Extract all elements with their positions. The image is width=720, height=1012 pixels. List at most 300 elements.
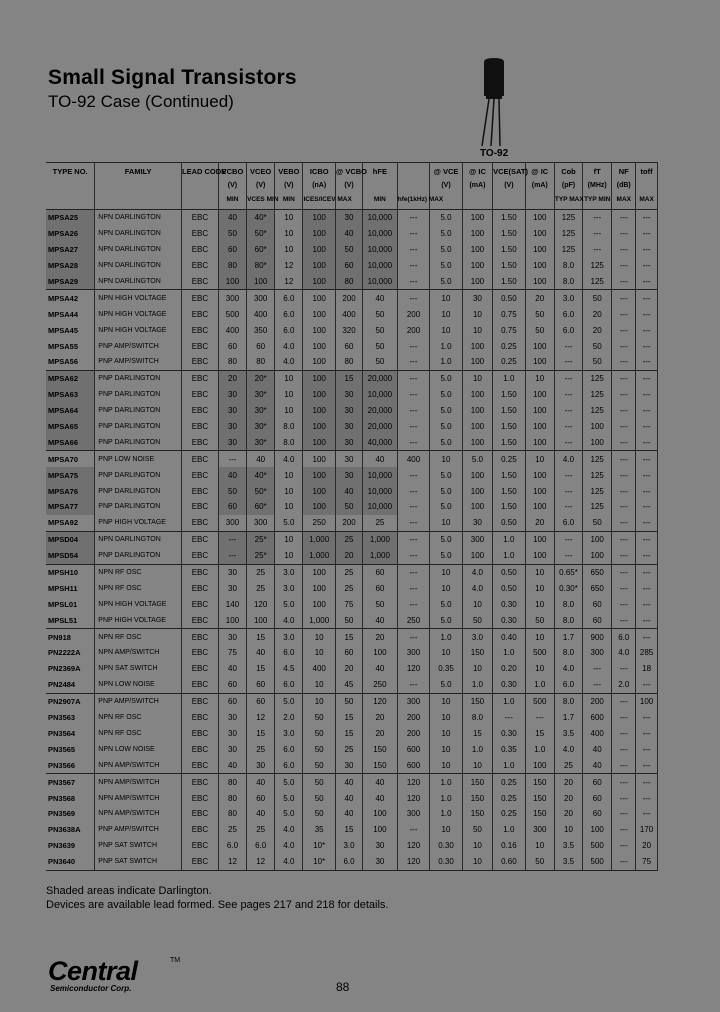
trademark: TM: [170, 957, 181, 964]
header-cell: @ IC: [525, 163, 554, 182]
spec-cell: 3.0: [462, 629, 492, 645]
spec-cell: 100: [303, 226, 336, 242]
spec-cell: 900: [583, 629, 612, 645]
spec-cell: 75: [218, 645, 246, 661]
spec-cell: 1.7: [554, 710, 582, 726]
spec-cell: 10: [275, 467, 303, 483]
table-row: [46, 467, 658, 483]
spec-cell: EBC: [182, 596, 219, 612]
type-number-cell: PN2484: [46, 677, 95, 693]
header-cell: TYP MAX: [554, 195, 582, 210]
spec-cell: 10,000: [363, 210, 398, 226]
spec-cell: 5.0: [430, 210, 463, 226]
spec-cell: ---: [397, 629, 430, 645]
type-number-cell: MPSA70: [46, 451, 95, 467]
spec-cell: 250: [363, 677, 398, 693]
spec-cell: 1.0: [493, 693, 526, 709]
spec-cell: 5.0: [430, 434, 463, 450]
spec-cell: 125: [583, 274, 612, 290]
spec-cell: EBC: [182, 370, 219, 386]
spec-cell: 100: [303, 467, 336, 483]
spec-cell: ---: [636, 483, 658, 499]
spec-cell: 60*: [247, 499, 275, 515]
spec-cell: 400: [303, 661, 336, 677]
family-cell: NPN DARLINGTON: [95, 226, 182, 242]
spec-cell: 4.5: [275, 661, 303, 677]
table-row: [46, 515, 658, 531]
spec-cell: 6.0: [554, 322, 582, 338]
spec-cell: 100: [462, 354, 492, 370]
spec-cell: 600: [583, 710, 612, 726]
spec-cell: 0.50: [493, 580, 526, 596]
spec-cell: 300: [525, 822, 554, 838]
table-row: [46, 434, 658, 450]
spec-cell: 10: [525, 661, 554, 677]
spec-cell: 100: [303, 322, 336, 338]
spec-cell: 4.0: [275, 822, 303, 838]
spec-cell: 8.0: [462, 710, 492, 726]
spec-cell: EBC: [182, 531, 219, 547]
family-cell: PNP LOW NOISE: [95, 451, 182, 467]
spec-cell: 25: [247, 741, 275, 757]
family-cell: NPN LOW NOISE: [95, 677, 182, 693]
spec-cell: 60: [218, 693, 246, 709]
spec-cell: 50: [583, 290, 612, 306]
type-number-cell: MPSH10: [46, 564, 95, 580]
spec-cell: 0.16: [493, 838, 526, 854]
family-cell: NPN AMP/SWITCH: [95, 806, 182, 822]
spec-cell: ---: [612, 515, 636, 531]
spec-cell: 8.0: [554, 258, 582, 274]
spec-cell: ---: [612, 757, 636, 773]
spec-cell: 5.0: [430, 226, 463, 242]
spec-cell: ---: [636, 370, 658, 386]
spec-cell: 40: [218, 757, 246, 773]
spec-cell: 0.25: [493, 790, 526, 806]
spec-cell: 10: [462, 596, 492, 612]
spec-cell: 100: [462, 548, 492, 564]
spec-cell: 50: [363, 338, 398, 354]
type-number-cell: PN918: [46, 629, 95, 645]
spec-cell: ---: [636, 387, 658, 403]
spec-cell: 100: [525, 499, 554, 515]
spec-cell: 2.0: [275, 710, 303, 726]
spec-cell: 6.0: [554, 306, 582, 322]
spec-cell: ---: [636, 434, 658, 450]
spec-cell: 80: [218, 354, 246, 370]
spec-cell: 75: [636, 854, 658, 870]
spec-cell: ---: [397, 677, 430, 693]
table-row: [46, 726, 658, 742]
type-number-cell: PN2369A: [46, 661, 95, 677]
spec-cell: ---: [397, 258, 430, 274]
spec-cell: 3.0: [275, 629, 303, 645]
spec-cell: 10: [430, 290, 463, 306]
spec-cell: ---: [583, 661, 612, 677]
spec-cell: 50*: [247, 226, 275, 242]
spec-cell: ---: [612, 790, 636, 806]
spec-cell: 1.0: [493, 822, 526, 838]
spec-cell: 10: [303, 693, 336, 709]
spec-cell: 0.25: [493, 354, 526, 370]
spec-cell: ---: [612, 306, 636, 322]
spec-cell: 10: [430, 757, 463, 773]
table-header: [46, 163, 658, 210]
header-cell: [95, 195, 182, 210]
spec-cell: ---: [397, 564, 430, 580]
spec-cell: 1,000: [363, 531, 398, 547]
spec-cell: 100: [303, 499, 336, 515]
spec-cell: 6.0: [275, 290, 303, 306]
spec-cell: 1.50: [493, 226, 526, 242]
header-cell: [636, 181, 658, 195]
spec-cell: 0.25: [493, 451, 526, 467]
spec-cell: 15: [335, 710, 362, 726]
spec-cell: 30: [218, 564, 246, 580]
type-number-cell: PN3569: [46, 806, 95, 822]
header-cell: VCE(SAT): [493, 163, 526, 182]
spec-cell: ---: [218, 531, 246, 547]
spec-cell: 60: [583, 806, 612, 822]
spec-cell: 100: [525, 467, 554, 483]
spec-cell: 5.0: [430, 274, 463, 290]
spec-cell: 50: [462, 612, 492, 628]
spec-cell: 15: [462, 726, 492, 742]
spec-cell: 0.30: [430, 838, 463, 854]
spec-cell: 20: [525, 290, 554, 306]
spec-cell: 10: [430, 515, 463, 531]
spec-cell: 20,000: [363, 419, 398, 435]
family-cell: NPN AMP/SWITCH: [95, 790, 182, 806]
type-number-cell: MPSA62: [46, 370, 95, 386]
spec-cell: 40: [583, 741, 612, 757]
spec-cell: 0.65*: [554, 564, 582, 580]
spec-cell: 18: [636, 661, 658, 677]
family-cell: NPN DARLINGTON: [95, 274, 182, 290]
spec-cell: 5.0: [430, 242, 463, 258]
spec-cell: 50: [303, 757, 336, 773]
spec-cell: 35: [303, 822, 336, 838]
spec-cell: 100: [303, 354, 336, 370]
spec-cell: 8.0: [554, 274, 582, 290]
header-cell: (V): [430, 181, 463, 195]
spec-cell: 4.0: [275, 838, 303, 854]
family-cell: NPN HIGH VOLTAGE: [95, 306, 182, 322]
header-cell: [397, 163, 430, 182]
family-cell: NPN SAT SWITCH: [95, 661, 182, 677]
spec-cell: 10: [303, 677, 336, 693]
spec-cell: 10: [525, 596, 554, 612]
spec-cell: 100: [525, 274, 554, 290]
spec-cell: 4.0: [554, 741, 582, 757]
spec-cell: EBC: [182, 306, 219, 322]
spec-cell: ---: [612, 290, 636, 306]
type-number-cell: MPSH11: [46, 580, 95, 596]
spec-cell: 25: [335, 531, 362, 547]
spec-cell: 10: [430, 306, 463, 322]
table-row: [46, 387, 658, 403]
spec-cell: EBC: [182, 790, 219, 806]
spec-cell: 60: [583, 774, 612, 790]
spec-cell: 10: [430, 726, 463, 742]
spec-cell: ---: [612, 548, 636, 564]
spec-cell: ---: [612, 661, 636, 677]
spec-cell: 20,000: [363, 403, 398, 419]
spec-cell: ---: [397, 403, 430, 419]
spec-cell: 20: [525, 515, 554, 531]
spec-cell: ---: [612, 387, 636, 403]
spec-cell: 30: [335, 403, 362, 419]
spec-cell: 200: [335, 515, 362, 531]
spec-cell: ---: [636, 403, 658, 419]
spec-cell: ---: [636, 226, 658, 242]
spec-cell: 60*: [247, 242, 275, 258]
spec-cell: 50: [583, 354, 612, 370]
table-row: [46, 354, 658, 370]
spec-cell: 100: [583, 531, 612, 547]
spec-cell: ---: [612, 774, 636, 790]
spec-cell: 125: [583, 499, 612, 515]
family-cell: PNP DARLINGTON: [95, 370, 182, 386]
family-cell: NPN AMP/SWITCH: [95, 774, 182, 790]
table-row: [46, 226, 658, 242]
spec-cell: 20: [554, 774, 582, 790]
spec-cell: 100: [303, 370, 336, 386]
spec-cell: 40: [247, 645, 275, 661]
spec-cell: EBC: [182, 838, 219, 854]
spec-cell: 75: [335, 596, 362, 612]
spec-cell: 1.50: [493, 403, 526, 419]
spec-cell: ---: [636, 564, 658, 580]
table-row: [46, 274, 658, 290]
spec-cell: 5.0: [430, 387, 463, 403]
table-row: [46, 451, 658, 467]
spec-cell: ---: [397, 210, 430, 226]
spec-cell: 200: [397, 726, 430, 742]
family-cell: PNP SAT SWITCH: [95, 854, 182, 870]
spec-cell: 1,000: [303, 531, 336, 547]
spec-cell: 1.0: [430, 806, 463, 822]
spec-cell: 300: [218, 290, 246, 306]
header-cell: TYPE NO.: [46, 163, 95, 182]
spec-cell: 600: [397, 757, 430, 773]
spec-cell: ---: [554, 467, 582, 483]
spec-cell: 30: [335, 419, 362, 435]
spec-cell: 8.0: [275, 434, 303, 450]
spec-cell: ---: [612, 693, 636, 709]
family-cell: PNP AMP/SWITCH: [95, 693, 182, 709]
spec-cell: 100: [218, 612, 246, 628]
spec-cell: ---: [636, 515, 658, 531]
header-cell: (V): [247, 181, 275, 195]
spec-cell: 100: [462, 403, 492, 419]
spec-cell: 50: [303, 790, 336, 806]
spec-cell: EBC: [182, 387, 219, 403]
spec-cell: 20: [218, 370, 246, 386]
spec-cell: 15: [335, 370, 362, 386]
spec-cell: 30: [363, 854, 398, 870]
header-row: [46, 163, 658, 182]
spec-cell: 125: [583, 403, 612, 419]
header-cell: MAX: [636, 195, 658, 210]
type-number-cell: PN2907A: [46, 693, 95, 709]
header-cell: @ VCBO: [335, 163, 362, 182]
spec-cell: 40: [363, 774, 398, 790]
spec-cell: ---: [636, 322, 658, 338]
spec-cell: 30*: [247, 419, 275, 435]
header-cell: (pF): [554, 181, 582, 195]
spec-cell: 15: [335, 726, 362, 742]
spec-cell: 50: [462, 822, 492, 838]
spec-cell: 0.30: [493, 596, 526, 612]
spec-cell: 60: [247, 677, 275, 693]
spec-cell: ---: [218, 451, 246, 467]
spec-cell: ---: [397, 370, 430, 386]
header-cell: VEBO: [275, 163, 303, 182]
spec-cell: 100: [525, 258, 554, 274]
family-cell: NPN HIGH VOLTAGE: [95, 596, 182, 612]
spec-cell: 170: [636, 822, 658, 838]
type-number-cell: PN3568: [46, 790, 95, 806]
spec-cell: 100: [525, 354, 554, 370]
spec-cell: 100: [525, 757, 554, 773]
spec-cell: 20: [363, 726, 398, 742]
spec-cell: 0.50: [493, 515, 526, 531]
spec-cell: EBC: [182, 806, 219, 822]
spec-cell: 50: [218, 226, 246, 242]
spec-cell: 10,000: [363, 242, 398, 258]
spec-cell: 1.0: [493, 531, 526, 547]
table-row: [46, 596, 658, 612]
spec-cell: 10: [525, 629, 554, 645]
spec-cell: 1.50: [493, 499, 526, 515]
spec-cell: 100: [525, 419, 554, 435]
spec-cell: 100: [525, 434, 554, 450]
table-row: [46, 419, 658, 435]
spec-cell: ---: [612, 483, 636, 499]
spec-cell: 40: [218, 210, 246, 226]
spec-cell: 0.25: [493, 774, 526, 790]
spec-cell: 40: [363, 790, 398, 806]
spec-cell: 10: [430, 710, 463, 726]
spec-cell: 50: [583, 338, 612, 354]
spec-cell: ---: [612, 467, 636, 483]
spec-cell: 30: [218, 629, 246, 645]
spec-cell: 100: [525, 387, 554, 403]
spec-cell: 60: [335, 258, 362, 274]
spec-cell: ---: [554, 387, 582, 403]
spec-cell: EBC: [182, 726, 219, 742]
table-row: [46, 677, 658, 693]
spec-cell: 80: [247, 354, 275, 370]
spec-cell: ---: [636, 774, 658, 790]
spec-cell: 1.50: [493, 419, 526, 435]
spec-cell: 10: [525, 580, 554, 596]
spec-cell: 60: [583, 790, 612, 806]
type-number-cell: MPSA26: [46, 226, 95, 242]
spec-cell: 1.50: [493, 274, 526, 290]
spec-cell: ---: [397, 338, 430, 354]
header-cell: [182, 181, 219, 195]
spec-cell: 5.0: [430, 467, 463, 483]
table-row: [46, 661, 658, 677]
type-number-cell: MPSA27: [46, 242, 95, 258]
spec-cell: ---: [525, 710, 554, 726]
spec-cell: 4.0: [275, 854, 303, 870]
family-cell: NPN DARLINGTON: [95, 242, 182, 258]
spec-cell: ---: [636, 531, 658, 547]
spec-cell: 40: [247, 806, 275, 822]
family-cell: PNP DARLINGTON: [95, 403, 182, 419]
family-cell: NPN DARLINGTON: [95, 531, 182, 547]
spec-cell: 40: [363, 290, 398, 306]
spec-cell: 10: [430, 451, 463, 467]
spec-cell: 100: [583, 434, 612, 450]
header-cell: ICBO: [303, 163, 336, 182]
spec-cell: 100: [583, 822, 612, 838]
table-row: [46, 564, 658, 580]
spec-cell: 40: [335, 806, 362, 822]
spec-cell: 12: [218, 854, 246, 870]
spec-cell: 30: [363, 838, 398, 854]
spec-cell: 350: [247, 322, 275, 338]
spec-cell: 150: [363, 757, 398, 773]
spec-cell: 5.0: [430, 370, 463, 386]
spec-cell: ---: [397, 580, 430, 596]
header-cell: [182, 195, 219, 210]
spec-cell: 10,000: [363, 483, 398, 499]
spec-cell: 150: [462, 693, 492, 709]
spec-cell: EBC: [182, 274, 219, 290]
spec-cell: 8.0: [554, 693, 582, 709]
spec-cell: 5.0: [430, 612, 463, 628]
spec-cell: 80*: [247, 258, 275, 274]
spec-cell: 25: [247, 564, 275, 580]
spec-cell: 1.50: [493, 434, 526, 450]
spec-cell: EBC: [182, 645, 219, 661]
spec-cell: 120: [363, 693, 398, 709]
table-body: [46, 210, 658, 871]
spec-cell: 60: [218, 338, 246, 354]
table-row: [46, 838, 658, 854]
spec-cell: 100: [525, 483, 554, 499]
type-number-cell: MPSA65: [46, 419, 95, 435]
table-row: [46, 548, 658, 564]
header-cell: [493, 195, 526, 210]
spec-cell: 1.50: [493, 467, 526, 483]
spec-cell: 1.0: [525, 741, 554, 757]
spec-cell: 60: [363, 564, 398, 580]
spec-cell: 30: [218, 741, 246, 757]
spec-cell: EBC: [182, 548, 219, 564]
spec-cell: 20: [636, 838, 658, 854]
type-number-cell: MPSA45: [46, 322, 95, 338]
spec-cell: 30*: [247, 387, 275, 403]
spec-cell: 3.5: [554, 726, 582, 742]
spec-cell: 100: [363, 806, 398, 822]
spec-cell: ---: [612, 403, 636, 419]
spec-cell: 25: [335, 564, 362, 580]
spec-cell: ---: [612, 226, 636, 242]
spec-cell: ---: [612, 354, 636, 370]
spec-cell: ---: [636, 757, 658, 773]
spec-cell: 100: [462, 226, 492, 242]
spec-cell: 1.0: [430, 629, 463, 645]
spec-cell: 8.0: [554, 612, 582, 628]
spec-cell: ---: [612, 370, 636, 386]
spec-cell: 300: [247, 515, 275, 531]
spec-cell: 40,000: [363, 434, 398, 450]
